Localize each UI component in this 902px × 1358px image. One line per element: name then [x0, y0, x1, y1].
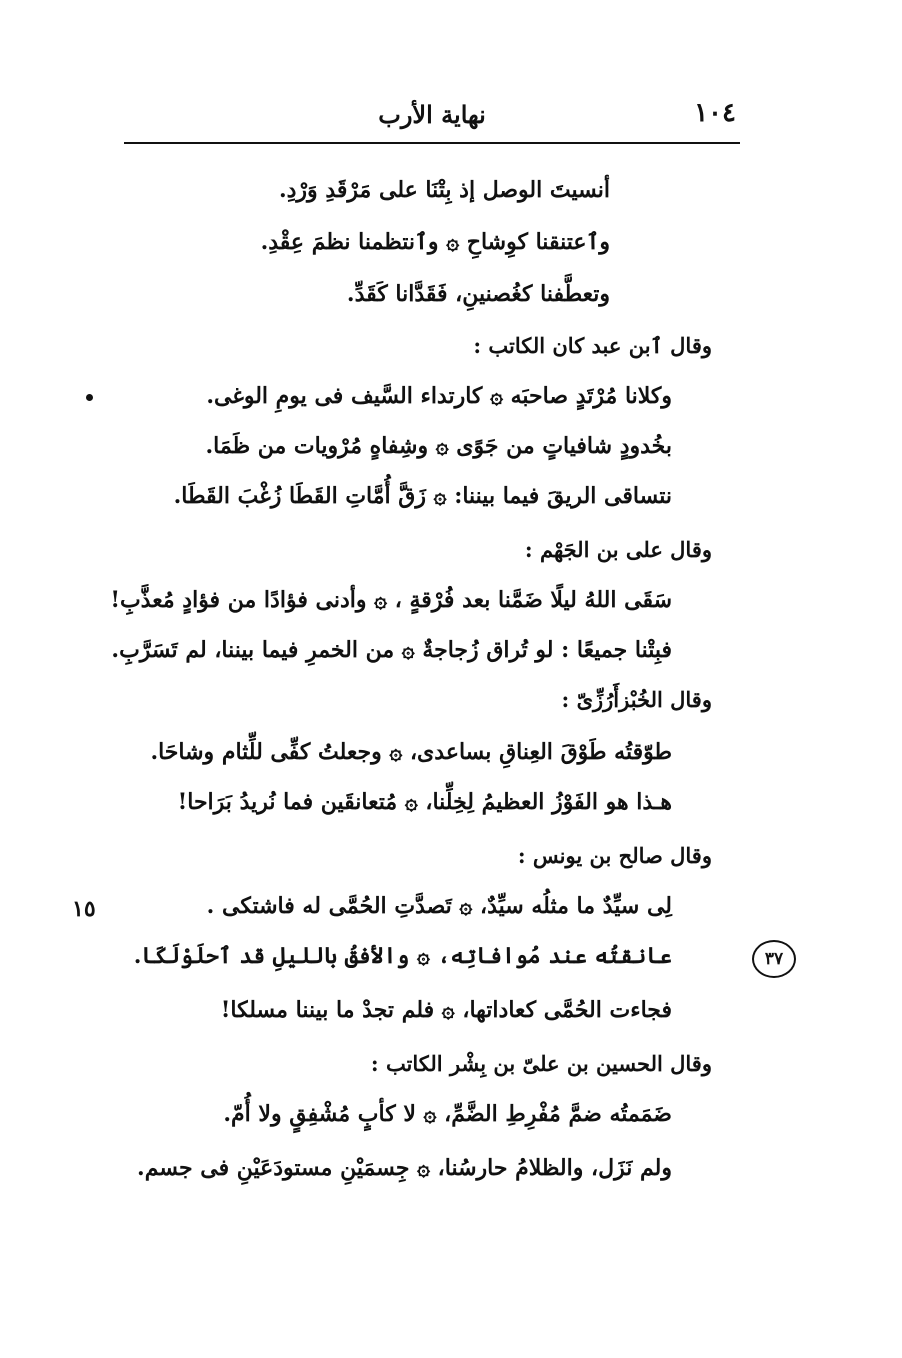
page-number: ١٠٤	[694, 98, 736, 128]
seal-number: ٣٧	[764, 949, 784, 969]
margin-dot	[86, 394, 93, 401]
header-rule	[124, 142, 740, 144]
couplet-line: ضَمَمتُه ضمَّ مُفْرِطِ الضَّمِّ، ۞ لا كأبٍ مُشْفِقٍ ولا أُمّ.	[223, 1101, 672, 1127]
couplet-line: هـذا هو الفَوْزُ العظيمُ لِخِلِّنا، ۞ مُتعانقَين فما نُريدُ بَرَاحا!	[177, 789, 672, 815]
poet-intro: وقال الخُبْزأَرُزِّىّ :	[561, 687, 712, 712]
couplet-line: طوّقتُه طَوْقَ العِناقِ بساعدى، ۞ وجعلتُ كفِّى للِّثام وشاحَا.	[150, 739, 672, 765]
poet-intro: وقال صالح بن يونس :	[517, 843, 712, 868]
couplet-line: سَقَى اللهُ ليلًا ضَمَّنا بعد فُرْقةٍ ، ۞ وأدنى فؤادًا من فؤادٍ مُعذَّبِ!	[110, 587, 672, 613]
couplet-line: ولم نَزَل، والظلامُ حارسُنا، ۞ جِسمَيْنِ مستودَعَيْنِ فى جسم.	[137, 1155, 672, 1181]
margin-line-number: ١٥	[72, 896, 96, 922]
poet-intro: وقال على بن الجَهْم :	[524, 537, 712, 562]
opening-verses	[200, 170, 610, 310]
verse-line: أنسيتَ الوصل إذ بِتْنَا على مَرْقَدِ وَرْدِ.	[278, 177, 610, 203]
couplet-line: فبِتْنا جميعًا : لو تُراق زُجاجةٌ ۞ من الخمرِ فيما بيننا، لم تَسَرَّبِ.	[111, 637, 672, 663]
couplet-line: بخُدودٍ شافياتٍ من جَوًى ۞ وشِفاهٍ مُرْويات من ظَمَا.	[205, 433, 672, 459]
couplet-line: لِى سيِّدٌ ما مثلُه سيِّدٌ، ۞ تَصدَّتِ الحُمَّى له فاشتكى .	[206, 893, 672, 919]
couplet-line: نتساقى الريقَ فيما بيننا: ۞ زَقَّ أُمَّاتِ القَطَا زُغْبَ القَطَا.	[173, 483, 672, 509]
poet-intro: وقال ٱبن عبد كان الكاتب :	[473, 333, 712, 358]
verse-line: وتعطَّفنا كغُصنينِ، فَقَدَّانا كَقَدِّ.	[346, 281, 610, 307]
verse-line: وٱعتنقنا كوِشاحِ ۞ وٱنتظمنا نظمَ عِقْدِ.	[260, 229, 610, 255]
couplet-line: وكلانا مُرْتَدٍ صاحبَه ۞ كارتداء السَّيف فى يومِ الوغى.	[206, 383, 672, 409]
poet-intro: وقال الحسين بن علىّ بن بِشْر الكاتب :	[370, 1051, 712, 1076]
page-seal	[752, 940, 796, 978]
couplet-line: فجاءت الحُمَّى كعاداتها، ۞ فلم تجدْ ما بيننا مسلكا!	[220, 997, 672, 1023]
couplet-line: عانقتُه عند مُوافاتِه، ۞ والأفقُ بالليلِ قد ٱحلَوْلَكَا.	[133, 943, 672, 969]
page-header	[124, 92, 740, 136]
running-title: نهاية الأرب	[378, 100, 486, 129]
